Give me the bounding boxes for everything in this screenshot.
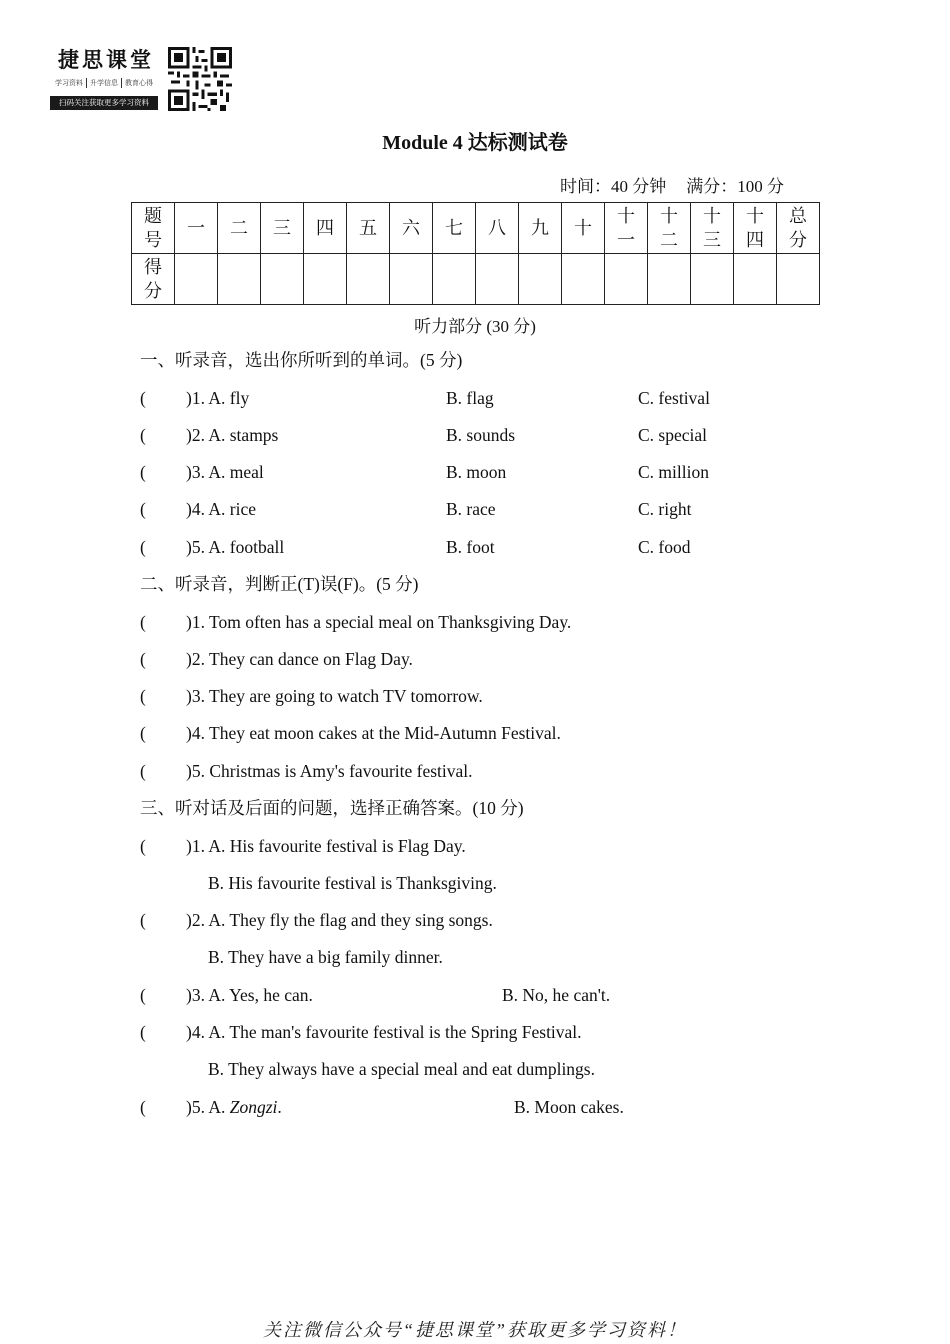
score-cell[interactable] xyxy=(519,254,562,305)
s3-question-1: ( )1. A. His favourite festival is Flag Day. xyxy=(140,836,466,856)
col-10: 十 xyxy=(562,203,605,254)
s3-question-3: ( )3. A. Yes, he can. B. No, he can't. xyxy=(140,985,611,1005)
answer-blank[interactable]: ( xyxy=(140,425,146,445)
answer-blank[interactable]: ( xyxy=(140,537,146,557)
answer-blank[interactable]: ( xyxy=(140,686,146,706)
s3-question-4-option-b: B. They always have a special meal and eat dumplings. xyxy=(208,1059,595,1079)
footer-note: 关注微信公众号“捷思课堂”获取更多学习资料！ xyxy=(262,1320,688,1340)
score-cell[interactable] xyxy=(390,254,433,305)
col-6: 六 xyxy=(390,203,433,254)
section2-heading: 二、听录音，判断正(T)误(F)。(5 分) xyxy=(140,574,419,594)
score-table-header-row xyxy=(132,203,820,254)
listening-section-label: 听力部分 (30 分) xyxy=(414,317,536,336)
col-7: 七 xyxy=(433,203,476,254)
logo-sub-1: 学习资料 xyxy=(55,79,83,87)
score-table-score-row xyxy=(132,254,820,305)
logo-title: 捷思课堂 xyxy=(58,48,154,72)
col-2: 二 xyxy=(218,203,261,254)
s1-question-4: ( )4. A. rice B. race C. right xyxy=(140,499,692,519)
logo-sub-3: 教育心得 xyxy=(125,79,153,87)
score-cell[interactable] xyxy=(347,254,390,305)
s2-question-5: ( )5. Christmas is Amy's favourite festival. xyxy=(140,761,473,781)
score-cell[interactable] xyxy=(734,254,777,305)
col-3: 三 xyxy=(261,203,304,254)
score-cell[interactable] xyxy=(605,254,648,305)
s3-question-5: ( )5. A. Zongzi. B. Moon cakes. xyxy=(140,1097,624,1117)
answer-blank[interactable]: ( xyxy=(140,836,146,856)
logo-banner: 扫码关注获取更多学习资料 xyxy=(50,96,158,110)
score-cell[interactable] xyxy=(261,254,304,305)
col-8: 八 xyxy=(476,203,519,254)
score-cell[interactable] xyxy=(433,254,476,305)
score-cell[interactable] xyxy=(648,254,691,305)
qr-code-icon[interactable] xyxy=(168,47,232,111)
col-14: 十 四 xyxy=(734,203,777,254)
score-cell[interactable] xyxy=(304,254,347,305)
section1-heading: 一、听录音，选出你所听到的单词。(5 分) xyxy=(140,350,463,370)
answer-blank[interactable]: ( xyxy=(140,649,146,669)
score-cell[interactable] xyxy=(218,254,261,305)
col-5: 五 xyxy=(347,203,390,254)
score-cell[interactable] xyxy=(691,254,734,305)
col-1: 一 xyxy=(175,203,218,254)
exam-meta xyxy=(560,172,784,197)
answer-blank[interactable]: ( xyxy=(140,499,146,519)
s3-question-1-option-b: B. His favourite festival is Thanksgiving. xyxy=(208,873,497,893)
col-4: 四 xyxy=(304,203,347,254)
answer-blank[interactable]: ( xyxy=(140,761,146,781)
answer-blank[interactable]: ( xyxy=(140,462,146,482)
answer-blank[interactable]: ( xyxy=(140,612,146,632)
answer-blank[interactable]: ( xyxy=(140,388,146,408)
s1-question-2: ( )2. A. stamps B. sounds C. special xyxy=(140,425,708,445)
page-title: Module 4 达标测试卷 xyxy=(382,132,568,154)
col-9: 九 xyxy=(519,203,562,254)
col-11: 十 一 xyxy=(605,203,648,254)
s2-question-4: ( )4. They eat moon cakes at the Mid-Autumn Festival. xyxy=(140,723,561,743)
score-label-cell: 得 分 xyxy=(132,254,175,305)
score-cell[interactable] xyxy=(476,254,519,305)
header-label-cell: 题 号 xyxy=(132,203,175,254)
score-cell[interactable] xyxy=(562,254,605,305)
answer-blank[interactable]: ( xyxy=(140,723,146,743)
s2-question-1: ( )1. Tom often has a special meal on Thanksgiving Day. xyxy=(140,612,572,632)
answer-blank[interactable]: ( xyxy=(140,985,146,1005)
s3-question-4: ( )4. A. The man's favourite festival is the Spring Festival. xyxy=(140,1022,582,1042)
exam-full-score: 满分：100 分 xyxy=(686,177,784,196)
score-table xyxy=(131,202,820,305)
s1-question-1: ( )1. A. fly B. flag C. festival xyxy=(140,388,710,408)
answer-blank[interactable]: ( xyxy=(140,1097,146,1117)
s1-question-3: ( )3. A. meal B. moon C. million xyxy=(140,462,709,482)
s2-question-3: ( )3. They are going to watch TV tomorrow. xyxy=(140,686,483,706)
col-total: 总 分 xyxy=(777,203,820,254)
answer-blank[interactable]: ( xyxy=(140,910,146,930)
score-cell[interactable] xyxy=(175,254,218,305)
s1-question-5: ( )5. A. football B. foot C. food xyxy=(140,537,691,557)
col-12: 十 二 xyxy=(648,203,691,254)
logo-subtitle xyxy=(52,78,156,88)
col-13: 十 三 xyxy=(691,203,734,254)
section3-heading: 三、听对话及后面的问题，选择正确答案。(10 分) xyxy=(140,798,524,818)
s3-question-2: ( )2. A. They fly the flag and they sing songs. xyxy=(140,910,493,930)
answer-blank[interactable]: ( xyxy=(140,1022,146,1042)
logo-sub-2: 升学信息 xyxy=(90,79,118,87)
s2-question-2: ( )2. They can dance on Flag Day. xyxy=(140,649,413,669)
score-cell-total[interactable] xyxy=(777,254,820,305)
s3-question-2-option-b: B. They have a big family dinner. xyxy=(208,947,443,967)
exam-time: 时间：40 分钟 xyxy=(560,177,667,196)
